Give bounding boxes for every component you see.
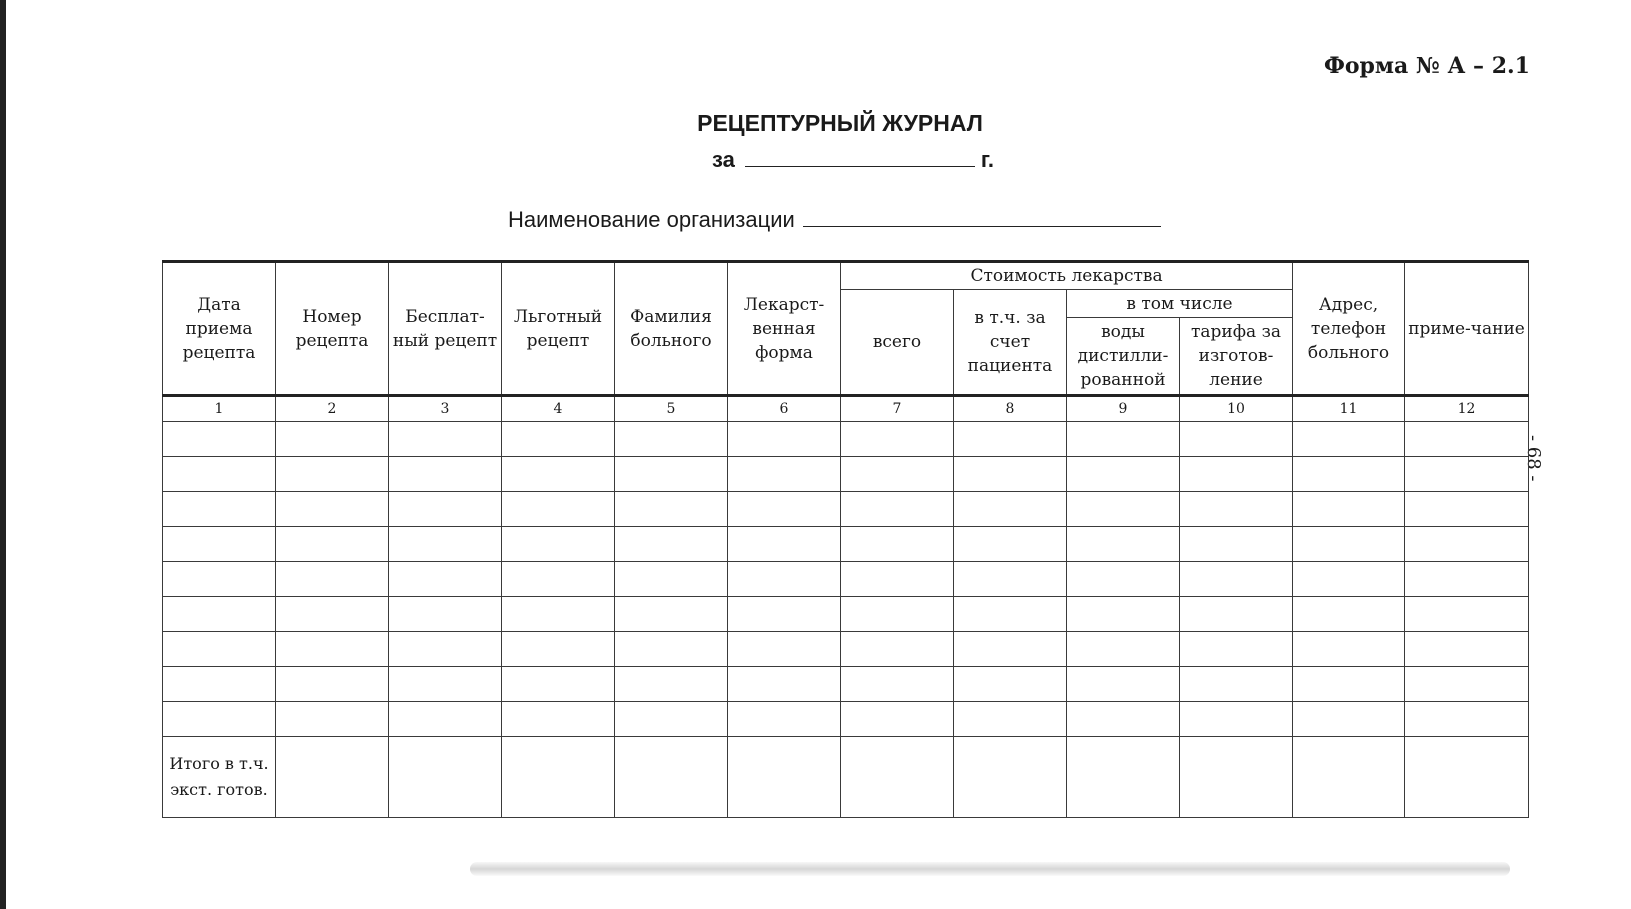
table-row: [163, 527, 1529, 562]
table-cell[interactable]: [728, 562, 841, 597]
table-cell[interactable]: [1067, 597, 1180, 632]
table-cell[interactable]: [163, 702, 276, 737]
table-cell[interactable]: [615, 562, 728, 597]
table-cell[interactable]: [1180, 492, 1293, 527]
table-cell[interactable]: [728, 597, 841, 632]
scan-shadow: [470, 862, 1510, 876]
table-cell[interactable]: [1293, 562, 1405, 597]
header-prescription-number: Номер рецепта: [276, 262, 389, 396]
column-numbers-row: [163, 396, 1529, 422]
table-cell[interactable]: [1405, 667, 1529, 702]
table-cell[interactable]: [163, 457, 276, 492]
total-cell[interactable]: [389, 737, 502, 818]
table-cell[interactable]: [841, 632, 954, 667]
period-prefix: за: [712, 147, 735, 172]
table-cell[interactable]: [276, 422, 389, 457]
table-cell[interactable]: [1067, 702, 1180, 737]
table-cell[interactable]: [1405, 562, 1529, 597]
column-number: 7: [841, 396, 954, 422]
table-cell[interactable]: [1293, 667, 1405, 702]
table-cell[interactable]: [1293, 632, 1405, 667]
table-cell[interactable]: [615, 457, 728, 492]
table-cell[interactable]: [1180, 422, 1293, 457]
header-free-prescription: Бесплат-ный рецепт: [389, 262, 502, 396]
table-cell[interactable]: [1405, 597, 1529, 632]
table-cell[interactable]: [615, 527, 728, 562]
table-cell[interactable]: [163, 562, 276, 597]
table-cell[interactable]: [276, 562, 389, 597]
table-cell[interactable]: [276, 632, 389, 667]
table-cell[interactable]: [276, 667, 389, 702]
header-preferential-prescription: Льготный рецепт: [502, 262, 615, 396]
total-cell[interactable]: [841, 737, 954, 818]
table-cell[interactable]: [1293, 527, 1405, 562]
table-cell[interactable]: [1180, 632, 1293, 667]
header-cost-group: Стоимость лекарства: [841, 262, 1293, 290]
table-cell[interactable]: [389, 632, 502, 667]
table-row: [163, 702, 1529, 737]
table-cell[interactable]: [163, 422, 276, 457]
table-cell[interactable]: [954, 632, 1067, 667]
page-left-edge: [0, 0, 6, 909]
table-cell[interactable]: [1293, 597, 1405, 632]
table-cell[interactable]: [1180, 702, 1293, 737]
table-cell[interactable]: [841, 422, 954, 457]
table-cell[interactable]: [276, 527, 389, 562]
table-cell[interactable]: [502, 562, 615, 597]
header-dosage-form: Лекарст-венная форма: [728, 262, 841, 396]
table-cell[interactable]: [1405, 632, 1529, 667]
period-blank-line[interactable]: [745, 146, 975, 167]
table-cell[interactable]: [841, 492, 954, 527]
table-cell[interactable]: [276, 457, 389, 492]
total-cell[interactable]: [1293, 737, 1405, 818]
table-cell[interactable]: [502, 457, 615, 492]
table-cell[interactable]: [502, 492, 615, 527]
total-cell[interactable]: [728, 737, 841, 818]
header-preparation-tariff: тарифа за изготов-ление: [1180, 318, 1293, 396]
table-cell[interactable]: [163, 527, 276, 562]
table-cell[interactable]: [728, 457, 841, 492]
organization-blank-line[interactable]: [803, 206, 1161, 227]
table-cell[interactable]: [1067, 562, 1180, 597]
table-cell[interactable]: [389, 562, 502, 597]
table-cell[interactable]: [1293, 702, 1405, 737]
total-cell[interactable]: [276, 737, 389, 818]
column-number: 12: [1405, 396, 1529, 422]
table-cell[interactable]: [1180, 562, 1293, 597]
table-row: [163, 562, 1529, 597]
table-cell[interactable]: [1405, 492, 1529, 527]
table-cell[interactable]: [1405, 422, 1529, 457]
table-row: [163, 422, 1529, 457]
total-label: Итого в т.ч. экст. готов.: [163, 737, 276, 818]
column-number: 11: [1293, 396, 1405, 422]
total-cell[interactable]: [1180, 737, 1293, 818]
column-number: 10: [1180, 396, 1293, 422]
table-cell[interactable]: [615, 597, 728, 632]
table-cell[interactable]: [1067, 527, 1180, 562]
header-distilled-water: воды дистилли-рованной: [1067, 318, 1180, 396]
column-number: 5: [615, 396, 728, 422]
header-total-cost: всего: [841, 290, 954, 396]
total-cell[interactable]: [1067, 737, 1180, 818]
table-cell[interactable]: [954, 457, 1067, 492]
table-cell[interactable]: [163, 492, 276, 527]
table-cell[interactable]: [615, 667, 728, 702]
table-cell[interactable]: [1180, 667, 1293, 702]
total-cell[interactable]: [615, 737, 728, 818]
table-cell[interactable]: [1067, 667, 1180, 702]
table-cell[interactable]: [1180, 597, 1293, 632]
table-row: [163, 597, 1529, 632]
table-cell[interactable]: [389, 457, 502, 492]
table-cell[interactable]: [728, 702, 841, 737]
table-cell[interactable]: [1293, 457, 1405, 492]
table-cell[interactable]: [1067, 492, 1180, 527]
table-cell[interactable]: [502, 422, 615, 457]
period-row: [712, 146, 994, 173]
table-cell[interactable]: [841, 702, 954, 737]
table-cell[interactable]: [954, 492, 1067, 527]
table-cell[interactable]: [954, 702, 1067, 737]
table-row: [163, 492, 1529, 527]
table-cell[interactable]: [389, 702, 502, 737]
table-cell[interactable]: [1293, 492, 1405, 527]
header-date-received: Дата приема рецепта: [163, 262, 276, 396]
column-number: 2: [276, 396, 389, 422]
header-patient-surname: Фамилия больного: [615, 262, 728, 396]
table-cell[interactable]: [389, 667, 502, 702]
page-number: - 68 -: [1523, 435, 1544, 482]
column-number: 9: [1067, 396, 1180, 422]
page-title: РЕЦЕПТУРНЫЙ ЖУРНАЛ: [697, 110, 983, 136]
total-cell[interactable]: [1405, 737, 1529, 818]
table-cell[interactable]: [1405, 457, 1529, 492]
header-note: приме-чание: [1405, 262, 1529, 396]
total-row: [163, 737, 1529, 818]
table-cell[interactable]: [841, 597, 954, 632]
table-cell[interactable]: [841, 667, 954, 702]
prescription-journal-table: [162, 260, 1529, 818]
table-cell[interactable]: [389, 527, 502, 562]
journal-entry-rows: [163, 422, 1529, 737]
table-cell[interactable]: [1293, 422, 1405, 457]
column-number: 3: [389, 396, 502, 422]
period-suffix: г.: [980, 147, 994, 172]
table-cell[interactable]: [1067, 422, 1180, 457]
table-cell[interactable]: [615, 422, 728, 457]
form-number: Форма № А – 2.1: [1323, 53, 1530, 79]
table-cell[interactable]: [841, 457, 954, 492]
table-cell[interactable]: [954, 667, 1067, 702]
column-number: 8: [954, 396, 1067, 422]
table-cell[interactable]: [1180, 527, 1293, 562]
table-cell[interactable]: [389, 492, 502, 527]
table-cell[interactable]: [954, 422, 1067, 457]
table-cell[interactable]: [163, 597, 276, 632]
table-cell[interactable]: [502, 632, 615, 667]
column-number: 1: [163, 396, 276, 422]
table-cell[interactable]: [615, 702, 728, 737]
table-row: [163, 632, 1529, 667]
table-cell[interactable]: [615, 632, 728, 667]
table-cell[interactable]: [841, 527, 954, 562]
table-row: [163, 457, 1529, 492]
table-cell[interactable]: [502, 527, 615, 562]
table-cell[interactable]: [276, 702, 389, 737]
table-cell[interactable]: [728, 667, 841, 702]
table-cell[interactable]: [1180, 457, 1293, 492]
table-cell[interactable]: [163, 667, 276, 702]
table-cell[interactable]: [1067, 457, 1180, 492]
table-cell[interactable]: [1405, 702, 1529, 737]
organization-row: [508, 206, 1161, 233]
table-cell[interactable]: [728, 492, 841, 527]
table-cell[interactable]: [502, 667, 615, 702]
column-number: 4: [502, 396, 615, 422]
total-cell[interactable]: [502, 737, 615, 818]
header-patient-paid: в т.ч. за счет пациента: [954, 290, 1067, 396]
table-cell[interactable]: [728, 632, 841, 667]
table-cell[interactable]: [841, 562, 954, 597]
table-row: [163, 667, 1529, 702]
table-cell[interactable]: [615, 492, 728, 527]
column-number: 6: [728, 396, 841, 422]
table-cell[interactable]: [954, 527, 1067, 562]
table-cell[interactable]: [954, 597, 1067, 632]
table-cell[interactable]: [163, 632, 276, 667]
table-cell[interactable]: [728, 527, 841, 562]
table-cell[interactable]: [728, 422, 841, 457]
table-cell[interactable]: [389, 597, 502, 632]
table-cell[interactable]: [276, 492, 389, 527]
table-cell[interactable]: [276, 597, 389, 632]
header-including-group: в том числе: [1067, 290, 1293, 318]
table-cell[interactable]: [954, 562, 1067, 597]
organization-label: Наименование организации: [508, 207, 795, 232]
total-cell[interactable]: [954, 737, 1067, 818]
table-cell[interactable]: [1405, 527, 1529, 562]
table-cell[interactable]: [1067, 632, 1180, 667]
table-cell[interactable]: [502, 597, 615, 632]
table-cell[interactable]: [389, 422, 502, 457]
table-cell[interactable]: [502, 702, 615, 737]
header-patient-address: Адрес, телефон больного: [1293, 262, 1405, 396]
